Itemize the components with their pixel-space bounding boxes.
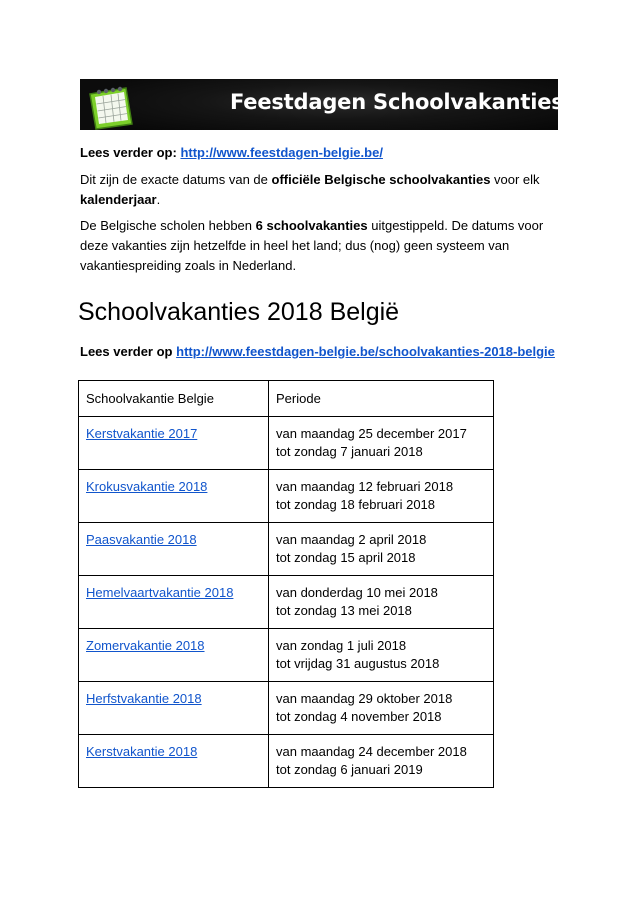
table-row xyxy=(79,470,494,523)
schoolvakanties-link[interactable]: http://www.feestdagen-belgie.be/schoolvakanties-2018-belgie xyxy=(176,344,555,359)
header-banner xyxy=(80,79,643,130)
table-row xyxy=(79,417,494,470)
period-end: tot vrijdag 31 augustus 2018 xyxy=(276,656,440,671)
intro-bold-text: officiële Belgische schoolvakanties xyxy=(271,172,491,187)
period-cell xyxy=(269,523,494,576)
period-cell xyxy=(269,417,494,470)
period-end: tot zondag 4 november 2018 xyxy=(276,709,442,724)
period-end: tot zondag 13 mei 2018 xyxy=(276,603,412,618)
intro-paragraph-2 xyxy=(80,216,560,276)
section-heading: Schoolvakanties 2018 België xyxy=(78,298,400,326)
period-end: tot zondag 18 februari 2018 xyxy=(276,497,436,512)
period-start: van zondag 1 juli 2018 xyxy=(276,638,407,653)
intro-text: Dit zijn de exacte datums van de xyxy=(80,172,272,187)
column-header-holiday: Schoolvakantie Belgie xyxy=(79,381,269,417)
holiday-name-cell xyxy=(79,682,269,735)
table-row xyxy=(79,735,494,788)
holiday-link[interactable]: Kerstvakantie 2018 xyxy=(86,744,198,759)
holiday-name-cell xyxy=(79,735,269,788)
period-start: van maandag 24 december 2018 xyxy=(276,744,467,759)
holiday-name-cell xyxy=(79,523,269,576)
intro-text: . xyxy=(156,192,161,207)
holiday-link[interactable]: Hemelvaartvakantie 2018 xyxy=(86,585,234,600)
holiday-name-cell xyxy=(79,470,269,523)
period-cell xyxy=(269,576,494,629)
table-row xyxy=(79,629,494,682)
period-end: tot zondag 15 april 2018 xyxy=(276,550,416,565)
holiday-name-cell xyxy=(79,629,269,682)
column-header-period: Periode xyxy=(269,381,494,417)
table-row xyxy=(79,576,494,629)
site-link[interactable]: http://www.feestdagen-belgie.be/ xyxy=(180,145,383,160)
intro-text: De Belgische scholen hebben xyxy=(80,218,256,233)
period-cell xyxy=(269,682,494,735)
holiday-name-cell xyxy=(79,576,269,629)
period-cell xyxy=(269,629,494,682)
read-more-label: Lees verder op xyxy=(80,145,173,160)
table-row xyxy=(79,682,494,735)
period-start: van donderdag 10 mei 2018 xyxy=(276,585,438,600)
intro-bold-text: 6 schoolvakanties xyxy=(255,218,368,233)
table-row xyxy=(79,523,494,576)
intro-text: uitgestippeld. De datums voor deze vakanties zijn hetzelfde in heel het land; dus (nog) geen systeem van vakantiespreiding zoals in Nederland. xyxy=(80,218,544,273)
read-more-label: Lees verder op xyxy=(80,344,173,359)
holiday-link[interactable]: Kerstvakantie 2017 xyxy=(86,426,198,441)
period-start: van maandag 2 april 2018 xyxy=(276,532,427,547)
holiday-link[interactable]: Herfstvakantie 2018 xyxy=(86,691,202,706)
intro-text: voor elk xyxy=(490,172,540,187)
section-read-more xyxy=(80,342,555,362)
period-start: van maandag 29 oktober 2018 xyxy=(276,691,453,706)
table-header-row xyxy=(79,381,494,417)
period-start: van maandag 25 december 2017 xyxy=(276,426,467,441)
holiday-link[interactable]: Krokusvakantie 2018 xyxy=(86,479,208,494)
intro-bold-text: kalenderjaar xyxy=(80,192,157,207)
holiday-name-cell xyxy=(79,417,269,470)
banner-title: Feestdagen Schoolvakanties Belgie xyxy=(230,90,643,114)
holiday-link[interactable]: Zomervakantie 2018 xyxy=(86,638,205,653)
holiday-table xyxy=(78,380,494,788)
calendar-icon xyxy=(86,82,136,130)
period-cell xyxy=(269,735,494,788)
intro-paragraph-1 xyxy=(80,170,560,210)
period-end: tot zondag 6 januari 2019 xyxy=(276,762,423,777)
period-cell xyxy=(269,470,494,523)
period-start: van maandag 12 februari 2018 xyxy=(276,479,454,494)
period-end: tot zondag 7 januari 2018 xyxy=(276,444,423,459)
holiday-link[interactable]: Paasvakantie 2018 xyxy=(86,532,197,547)
intro-read-more: Lees verder op: http://www.feestdagen-belgie.be/ xyxy=(80,145,383,160)
